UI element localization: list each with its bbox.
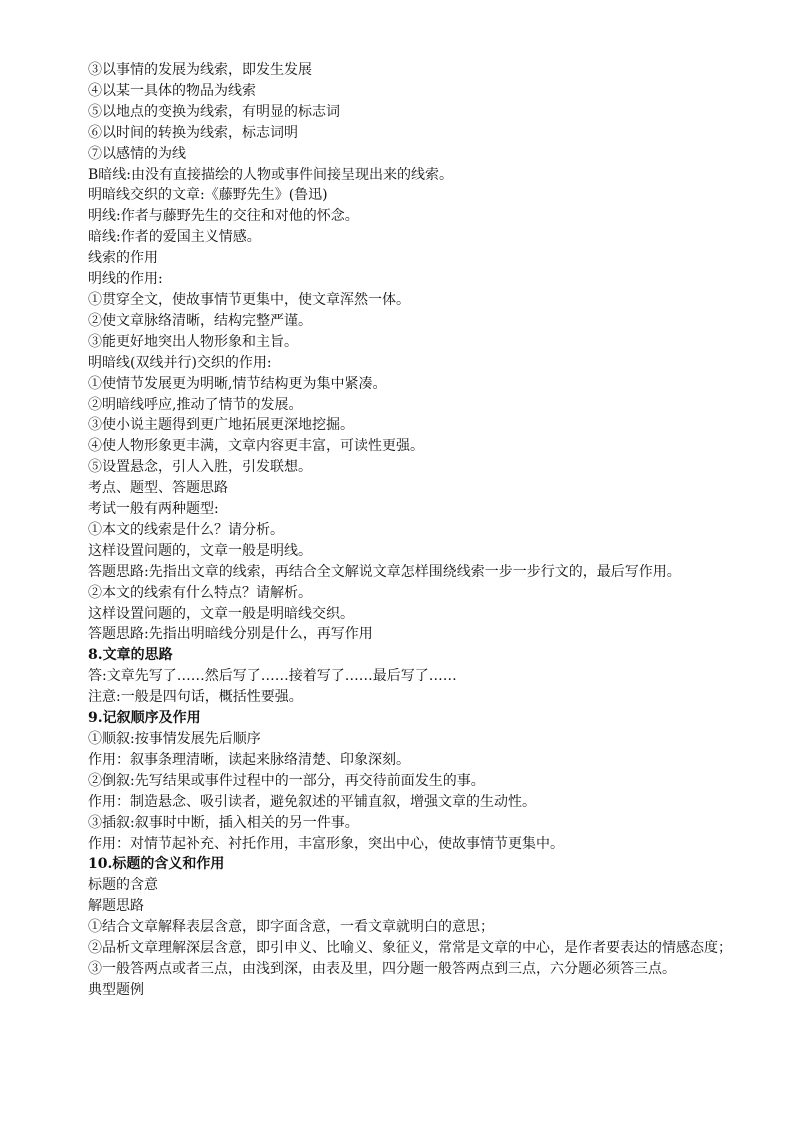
paragraph: 答题思路:先指出明暗线分别是什么，再写作用 (88, 626, 373, 643)
paragraph: ②倒叙:先写结果或事件过程中的一部分，再交待前面发生的事。 (88, 772, 485, 789)
paragraph: ③能更好地突出人物形象和主旨。 (88, 333, 298, 350)
paragraph: ①结合文章解释表层含意，即字面含意，一看文章就明白的意思； (88, 919, 494, 936)
paragraph: ⑤设置悬念，引人入胜，引发联想。 (88, 459, 312, 476)
paragraph: 注意:一般是四句话，概括性要强。 (88, 689, 303, 706)
paragraph: ②使文章脉络清晰，结构完整严谨。 (88, 312, 312, 329)
paragraph: ②明暗线呼应,推动了情节的发展。 (88, 396, 303, 413)
paragraph: 答题思路:先指出文章的线索，再结合全文解说文章怎样围绕线索一步一步行文的，最后写作用。 (88, 563, 681, 580)
paragraph: 明线的作用: (88, 271, 163, 288)
paragraph: 考试一般有两种题型: (88, 501, 219, 518)
paragraph: ⑦以感情的为线 (88, 145, 186, 162)
paragraph: 解题思路 (88, 898, 144, 915)
paragraph: 作用：对情节起补充、衬托作用，丰富形象，突出中心，使故事情节更集中。 (88, 835, 564, 852)
paragraph: B暗线:由没有直接描绘的人物或事件间接呈现出来的线索。 (88, 166, 454, 183)
paragraph: 典型题例 (88, 981, 144, 998)
paragraph: 明暗线(双线并行)交织的作用: (88, 354, 272, 371)
paragraph: 这样设置问题的，文章一般是明线。 (88, 542, 312, 559)
paragraph: ①本文的线索是什么？请分析。 (88, 521, 284, 538)
paragraph: ②本文的线索有什么特点？请解析。 (88, 584, 312, 601)
paragraph: ①贯穿全文，使故事情节更集中，使文章浑然一体。 (88, 291, 410, 308)
paragraph: ②品析文章理解深层含意，即引申义、比喻义、象征义，常常是文章的中心，是作者要表达的情感态度； (88, 940, 732, 957)
paragraph: 作用：叙事条理清晰，读起来脉络清楚、印象深刻。 (88, 751, 410, 768)
section-heading: 8.文章的思路 (88, 647, 173, 664)
paragraph: 答:文章先写了……然后写了……接着写了……最后写了…… (88, 668, 457, 685)
section-heading: 10.标题的含义和作用 (88, 856, 225, 873)
paragraph: 标题的含意 (88, 877, 158, 894)
paragraph: ③以事情的发展为线索，即发生发展 (88, 62, 312, 78)
paragraph: ①使情节发展更为明晰,情节结构更为集中紧凑。 (88, 375, 387, 392)
paragraph: ④以某一具体的物品为线索 (88, 82, 256, 99)
paragraph: ③使小说主题得到更广地拓展更深地挖掘。 (88, 417, 354, 434)
paragraph: 明暗线交织的文章:《藤野先生》(鲁迅) (88, 187, 328, 204)
paragraph: ①顺叙:按事情发展先后顺序 (88, 731, 261, 747)
paragraph: ③插叙:叙事时中断，插入相关的另一件事。 (88, 814, 359, 831)
document-body (60, 60, 738, 1001)
paragraph: 考点、题型、答题思路 (88, 480, 228, 497)
paragraph: ④使人物形象更丰满，文章内容更丰富，可读性更强。 (88, 438, 424, 455)
paragraph: 暗线:作者的爱国主义情感。 (88, 229, 261, 246)
paragraph: ⑥以时间的转换为线索，标志词明 (88, 124, 298, 141)
paragraph: 线索的作用 (88, 250, 158, 267)
section-heading: 9.记叙顺序及作用 (88, 710, 201, 727)
paragraph: ③一般答两点或者三点，由浅到深，由表及里，四分题一般答两点到三点，六分题必须答三点。 (88, 960, 676, 977)
paragraph: 作用：制造悬念、吸引读者，避免叙述的平铺直叙，增强文章的生动性。 (88, 793, 536, 810)
paragraph: 明线:作者与藤野先生的交往和对他的怀念。 (88, 208, 359, 225)
paragraph: ⑤以地点的变换为线索，有明显的标志词 (88, 103, 340, 120)
paragraph: 这样设置问题的，文章一般是明暗线交织。 (88, 605, 354, 622)
